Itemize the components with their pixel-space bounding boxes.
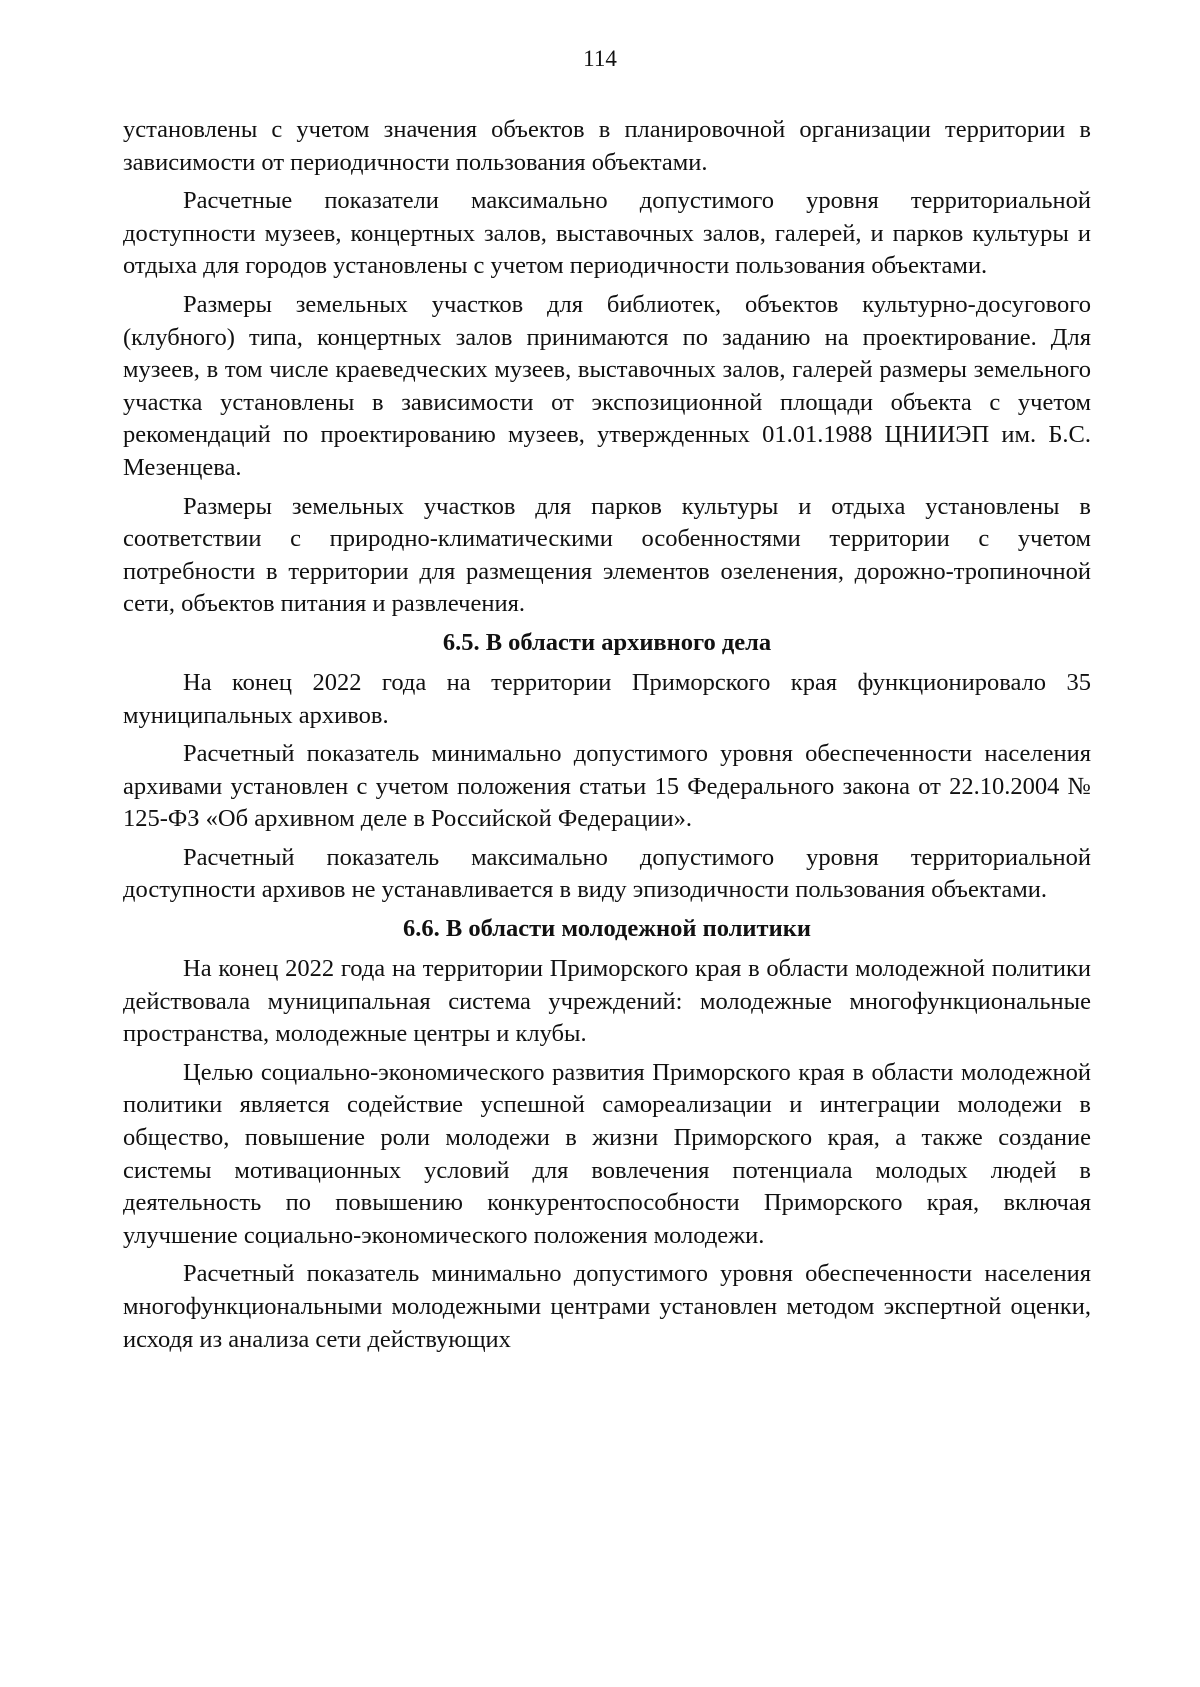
paragraph-land-plot-sizes: Размеры земельных участков для библиотек, объектов культурно-досугового (клубного) типа, концертных залов принимаются по заданию на проектирование. Для музеев, в том числе краеведческих музеев, выставочных залов, галерей размеры земельного участка установлены в зависимости от экспозиционной площади объекта с учетом рекомендаций по проектированию музеев, утвержденных 01.01.1988 ЦНИИЭП им. Б.С. Мезенцева. <box>123 290 1091 481</box>
paragraph-continuation: установлены с учетом значения объектов в планировочной организации территории в зависимости от периодичности пользования объектами. <box>123 116 1091 176</box>
paragraph-museum-accessibility: Расчетные показатели максимально допустимого уровня территориальной доступности музеев, концертных залов, выставочных залов, галерей, и парков культуры и отдыха для городов установлены с учетом периодичности пользования объектами. <box>123 187 1091 280</box>
paragraph-archives-count: На конец 2022 года на территории Приморского края функционировало 35 муниципальных архивов. <box>123 668 1091 729</box>
paragraph-archives-max-level: Расчетный показатель максимально допустимого уровня территориальной доступности архивов не устанавливается в виду эпизодичности пользования объектами. <box>123 843 1091 904</box>
paragraph-youth-goals: Целью социально-экономического развития Приморского края в области молодежной политики является содействие успешной самореализации и интеграции молодежи в общество, повышение роли молодежи в жизни Приморского края, а также создание системы мотивационных условий для вовлечения потенциала молодых людей в деятельность по повышению конкурентоспособности Приморского края, включая улучшение социально-экономического положения молодежи. <box>123 1058 1091 1249</box>
paragraph-park-land-plots: Размеры земельных участков для парков культуры и отдыха установлены в соответствии с природно-климатическими особенностями территории с учетом потребности в территории для размещения элементов озеленения, дорожно-тропиночной сети, объектов питания и развлечения. <box>123 492 1091 618</box>
page-body <box>123 114 1091 1362</box>
paragraph-youth-institutions: На конец 2022 года на территории Приморского края в области молодежной политики действовала муниципальная система учреждений: молодежные многофункциональные пространства, молодежные центры и клубы. <box>123 955 1091 1048</box>
page-number: 114 <box>583 46 617 71</box>
section-heading-archives: 6.5. В области архивного дела <box>442 628 772 656</box>
section-heading-youth-policy: 6.6. В области молодежной политики <box>403 915 811 943</box>
paragraph-youth-centers-level: Расчетный показатель минимально допустимого уровня обеспеченности населения многофункциональными молодежными центрами установлен методом экспертной оценки, исходя из анализа сети действующих <box>123 1260 1091 1353</box>
paragraph-archives-min-level: Расчетный показатель минимально допустимого уровня обеспеченности населения архивами установлен с учетом положения статьи 15 Федерального закона от 22.10.2004 № 125-ФЗ «Об архивном деле в Российской Федерации». <box>123 740 1091 833</box>
